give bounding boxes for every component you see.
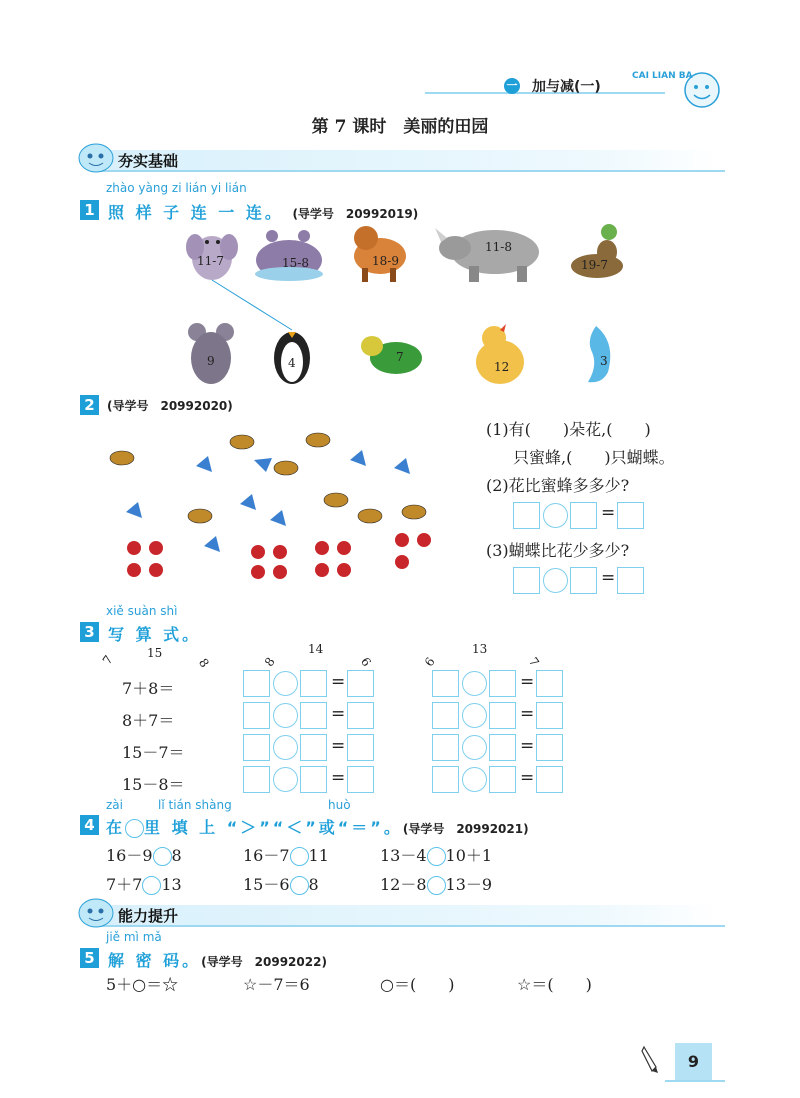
page-number: 9 [675,1043,712,1081]
svg-text:CAI LIAN BA: CAI LIAN BA [632,71,693,81]
section-band [100,150,720,172]
section-band [100,905,720,927]
circle-symbol-icon [125,819,144,838]
q5-title: 解 密 码。(导学号 20992022) [108,951,327,970]
q3-expr: 15－7＝ [122,743,185,762]
answer-box[interactable] [347,702,374,729]
hippo-label: 15-8 [282,256,309,270]
rhino-icon[interactable] [435,222,547,284]
answer-box[interactable] [243,734,270,761]
q2-guide: (导学号 20992020) [107,399,233,413]
mascot-icon [76,140,116,174]
equals-sign: = [520,672,535,692]
answer-box[interactable] [513,502,540,529]
q2-part1-line1: (1)有( )朵花,( ) [486,420,651,439]
q4-pinyin-3: huò [328,798,351,812]
operator-circle[interactable] [462,703,487,728]
operator-circle[interactable] [273,703,298,728]
mouse-label: 9 [207,354,215,368]
answer-box[interactable] [347,670,374,697]
answer-box[interactable] [489,766,516,793]
q1-number: 1 [80,200,99,220]
section-rule [100,925,725,927]
q5-answer-star[interactable]: ☆＝( ) [517,975,592,994]
chick-label: 12 [494,360,510,374]
compare-circle[interactable] [153,847,172,866]
brand-logo [630,60,720,120]
triangle-mid-b: 14 [308,642,324,656]
mouse-icon[interactable] [175,322,247,388]
chick-icon[interactable] [470,322,530,388]
q4-title: 在 里 填 上 “＞”“＜”或“＝”。(导学号 20992021) [106,818,529,837]
answer-box[interactable] [489,734,516,761]
triangle-left-b: 15 [147,646,163,660]
rhino-label: 11-8 [485,240,512,254]
penguin-icon[interactable] [268,320,316,388]
answer-box[interactable] [243,702,270,729]
compare-item: 15－6 8 [243,875,319,894]
compare-item: 16－7 11 [243,846,329,865]
answer-box[interactable] [432,670,459,697]
triangle-left-c: 8 [195,655,212,671]
answer-box[interactable] [617,502,644,529]
equals-sign: = [520,736,535,756]
equals-sign: = [601,568,616,588]
operator-circle[interactable] [273,767,298,792]
equals-sign: = [601,503,616,523]
q2-number: 2 [80,395,99,415]
operator-circle[interactable] [462,767,487,792]
equals-sign: = [331,672,346,692]
answer-box[interactable] [489,702,516,729]
q5-number: 5 [80,948,99,968]
garden-picture [100,420,440,590]
pencil-icon [640,1045,662,1075]
elephant-label: 11-7 [197,254,224,268]
q4-number: 4 [80,815,99,835]
q3-expr: 8＋7＝ [122,711,175,730]
footer-rule [665,1080,725,1082]
q3-number: 3 [80,622,99,642]
q4-guide: (导学号 20992021) [402,822,529,836]
q4-pinyin-2: lǐ tián shàng [158,798,232,812]
answer-box[interactable] [489,670,516,697]
compare-circle[interactable] [427,847,446,866]
section-label-basic: 夯实基础 [118,152,179,170]
q2-part2: (2)花比蜜蜂多多少? [486,476,630,495]
operator-circle[interactable] [543,503,568,528]
seal-icon[interactable] [567,222,627,284]
q5-guide: (导学号 20992022) [201,955,327,969]
seal-label: 19-7 [581,258,608,272]
equals-sign: = [331,768,346,788]
operator-circle[interactable] [273,671,298,696]
triangle-right-a: 6 [421,654,438,670]
compare-circle[interactable] [290,847,309,866]
answer-box[interactable] [432,702,459,729]
equals-sign: = [331,704,346,724]
q3-expr: 15－8＝ [122,775,185,794]
dolphin-icon[interactable] [578,322,622,388]
horse-label: 18-9 [372,254,399,268]
operator-circle[interactable] [462,671,487,696]
operator-circle[interactable] [462,735,487,760]
answer-box[interactable] [536,670,563,697]
horse-icon[interactable] [348,222,408,284]
q1-pinyin: zhào yàng zi lián yi lián [106,181,247,195]
equals-sign: = [520,768,535,788]
q3-pinyin: xiě suàn shì [106,604,178,618]
answer-box[interactable] [432,766,459,793]
answer-box[interactable] [432,734,459,761]
compare-circle[interactable] [142,876,161,895]
q2-part1-line2: 只蜜蜂,( )只蝴蝶。 [513,448,675,467]
compare-item: 16－9 8 [106,846,182,865]
turtle-label: 7 [396,350,404,364]
triangle-right-b: 13 [472,642,488,656]
compare-circle[interactable] [427,876,446,895]
chapter-title: 加与减(一) [532,79,601,95]
answer-box[interactable] [243,670,270,697]
answer-box[interactable] [347,734,374,761]
q3-title: 写 算 式。 [108,625,202,644]
answer-box[interactable] [513,567,540,594]
q1-guide: (导学号 20992019) [292,207,419,221]
lesson-title: 第 7 课时 美丽的田园 [311,117,489,137]
triangle-right-c: 7 [525,654,542,670]
triangle-mid-a: 8 [261,654,278,670]
compare-item: 7＋7 13 [106,875,182,894]
q5-answer-circle[interactable]: ○＝( ) [380,975,455,994]
operator-circle[interactable] [543,568,568,593]
chapter-marker: 一 [504,78,520,94]
q5-equation-2: ☆－7＝6 [243,975,310,994]
answer-box[interactable] [570,567,597,594]
section-label-advanced: 能力提升 [118,907,179,925]
triangle-left-a: 7 [99,652,116,668]
answer-box[interactable] [300,766,327,793]
answer-box[interactable] [300,734,327,761]
q2-part3: (3)蝴蝶比花少多少? [486,541,630,560]
q4-pinyin-1: zài [106,798,123,812]
answer-box[interactable] [243,766,270,793]
answer-box[interactable] [300,670,327,697]
q5-pinyin: jiě mì mǎ [106,930,162,944]
penguin-label: 4 [288,356,296,370]
turtle-icon[interactable] [358,328,424,378]
equals-sign: = [331,736,346,756]
dolphin-label: 3 [600,354,608,368]
q5-equation-1: 5＋○＝☆ [106,975,179,994]
answer-box[interactable] [617,567,644,594]
answer-box[interactable] [536,734,563,761]
q3-expr: 7＋8＝ [122,679,175,698]
operator-circle[interactable] [273,735,298,760]
answer-box[interactable] [536,766,563,793]
answer-box[interactable] [536,702,563,729]
answer-box[interactable] [300,702,327,729]
answer-box[interactable] [347,766,374,793]
equals-sign: = [520,704,535,724]
compare-circle[interactable] [290,876,309,895]
q1-title: 照 样 子 连 一 连。 (导学号 20992019) [108,203,419,222]
answer-box[interactable] [570,502,597,529]
compare-item: 13－4 10＋1 [380,846,493,865]
triangle-mid-c: 6 [357,654,374,670]
compare-item: 12－8 13－9 [380,875,493,894]
mascot-icon [76,895,116,929]
section-rule [100,170,725,172]
